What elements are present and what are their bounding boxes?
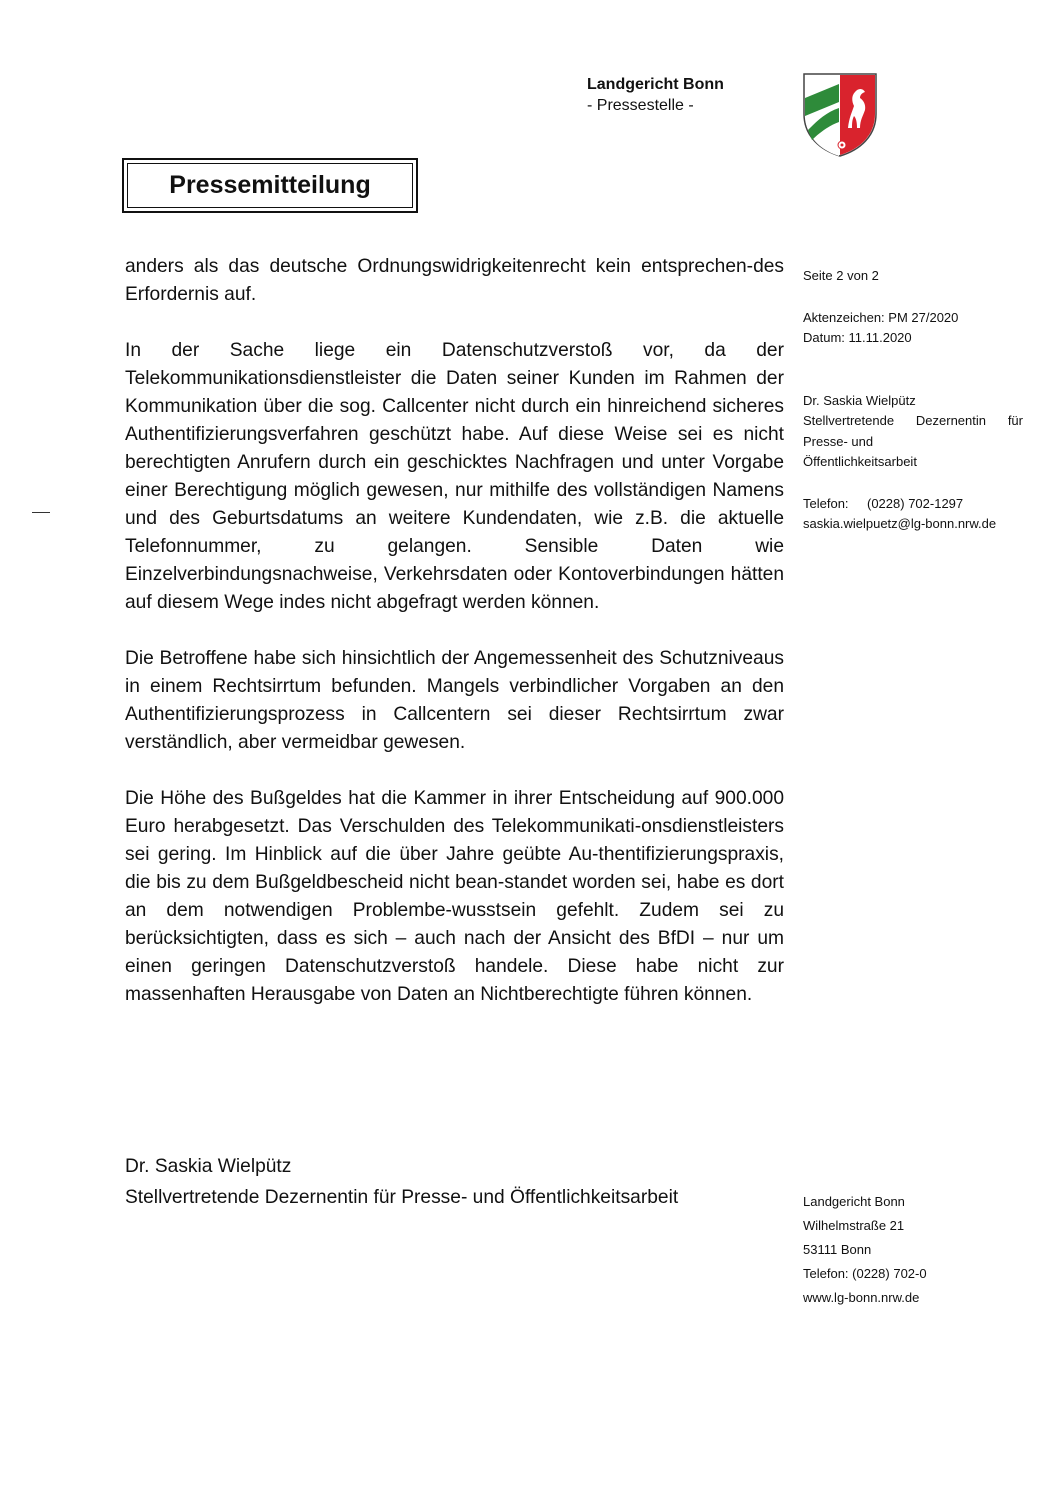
contact-phone <box>803 494 1023 515</box>
signature-role: Stellvertretende Dezernentin für Presse- und Öffentlichkeitsarbeit <box>125 1187 679 1208</box>
signature-name: Dr. Saskia Wielpütz <box>125 1156 292 1177</box>
court-name: Landgericht Bonn <box>587 76 724 93</box>
fold-mark <box>32 512 50 513</box>
signature-block <box>125 1152 678 1212</box>
press-release-title-box <box>122 158 418 213</box>
release-date: Datum: 11.11.2020 <box>803 330 912 345</box>
address-website[interactable]: www.lg-bonn.nrw.de <box>803 1290 920 1305</box>
body-paragraph: anders als das deutsche Ordnungswidrigkeitenrecht kein entsprechen-des Erfordernis auf. <box>125 256 784 305</box>
file-number: Aktenzeichen: PM 27/2020 <box>803 309 959 325</box>
header-organization <box>587 75 724 117</box>
address-street: Wilhelmstraße 21 <box>803 1218 905 1233</box>
body-paragraph: In der Sache liege ein Datenschutzverstoß vor, da der Telekommunikationsdienstleister die Daten seiner Kunden im Rahmen der Kommunikation über die sog. Callcenter nicht durch ein hinreichend sicheres Authentifizierungsverfahren geschützt habe. Auf diese Weise sei es nicht berechtigten Anrufern durch ein geschicktes Nachfragen und unter Vorgabe einer Berechtigung möglich gewesen, nur mithilfe des vollständigen Namens und des Geburtsdatums an weitere Kundendaten, wie z.B. die aktuelle Telefonnummer, zu gelangen. Sensible Daten wie Einzelverbindungsnachweise, Verkehrsdaten oder Kontoverbindungen hätten auf diesem Wege indes nicht abgefragt werden können. <box>125 340 784 613</box>
contact-role: Öffentlichkeitsarbeit <box>803 454 917 469</box>
sidebar-info <box>803 266 1023 535</box>
press-office-label: - Pressestelle - <box>587 97 694 114</box>
address-city: 53111 Bonn <box>803 1242 872 1257</box>
body-paragraph: Die Höhe des Bußgeldes hat die Kammer in ihrer Entscheidung auf 900.000 Euro herabgesetzt. Das Verschulden des Telekommunikati-onsdienstleisters sei gering. Im Hinblick auf die über Jahre geübte Au-thentifizierungspraxis, die bis zu dem Bußgeldbescheid nicht bean-standet worden sei, habe es dort an dem notwendigen Problembe-wusstsein gefehlt. Zudem sei zu berücksichtigten, dass es sich – auch nach der Ansicht des BfDI – nur um einen geringen Datenschutzverstoß handele. Diese habe nicht zur massenhaften Herausgabe von Daten an Nichtberechtigte führen können. <box>125 788 784 1005</box>
page-title: Pressemitteilung <box>127 163 413 208</box>
contact-role: Stellvertretende Dezernentin für <box>803 413 1023 428</box>
contact-email[interactable]: saskia.wielpuetz@lg-bonn.nrw.de <box>803 516 997 531</box>
press-release-body <box>125 253 784 1037</box>
phone-value: (0228) 702-1297 <box>867 495 964 511</box>
court-address <box>803 1190 927 1310</box>
contact-role: Presse- und <box>803 433 874 449</box>
page-number: Seite 2 von 2 <box>803 268 879 283</box>
phone-label: Telefon: <box>803 495 849 511</box>
body-paragraph: Die Betroffene habe sich hinsichtlich der Angemessenheit des Schutzniveaus in einem Rechtsirrtum befunden. Mangels verbindlicher Vorgaben an den Authentifizierungsprozess in Callcentern sei dieser Rechtsirrtum zwar verständlich, aber vermeidbar gewesen. <box>125 648 784 753</box>
contact-name: Dr. Saskia Wielpütz <box>803 392 916 408</box>
address-phone: Telefon: (0228) 702-0 <box>803 1266 927 1281</box>
address-name: Landgericht Bonn <box>803 1194 905 1209</box>
nrw-coat-of-arms-icon <box>802 72 878 158</box>
